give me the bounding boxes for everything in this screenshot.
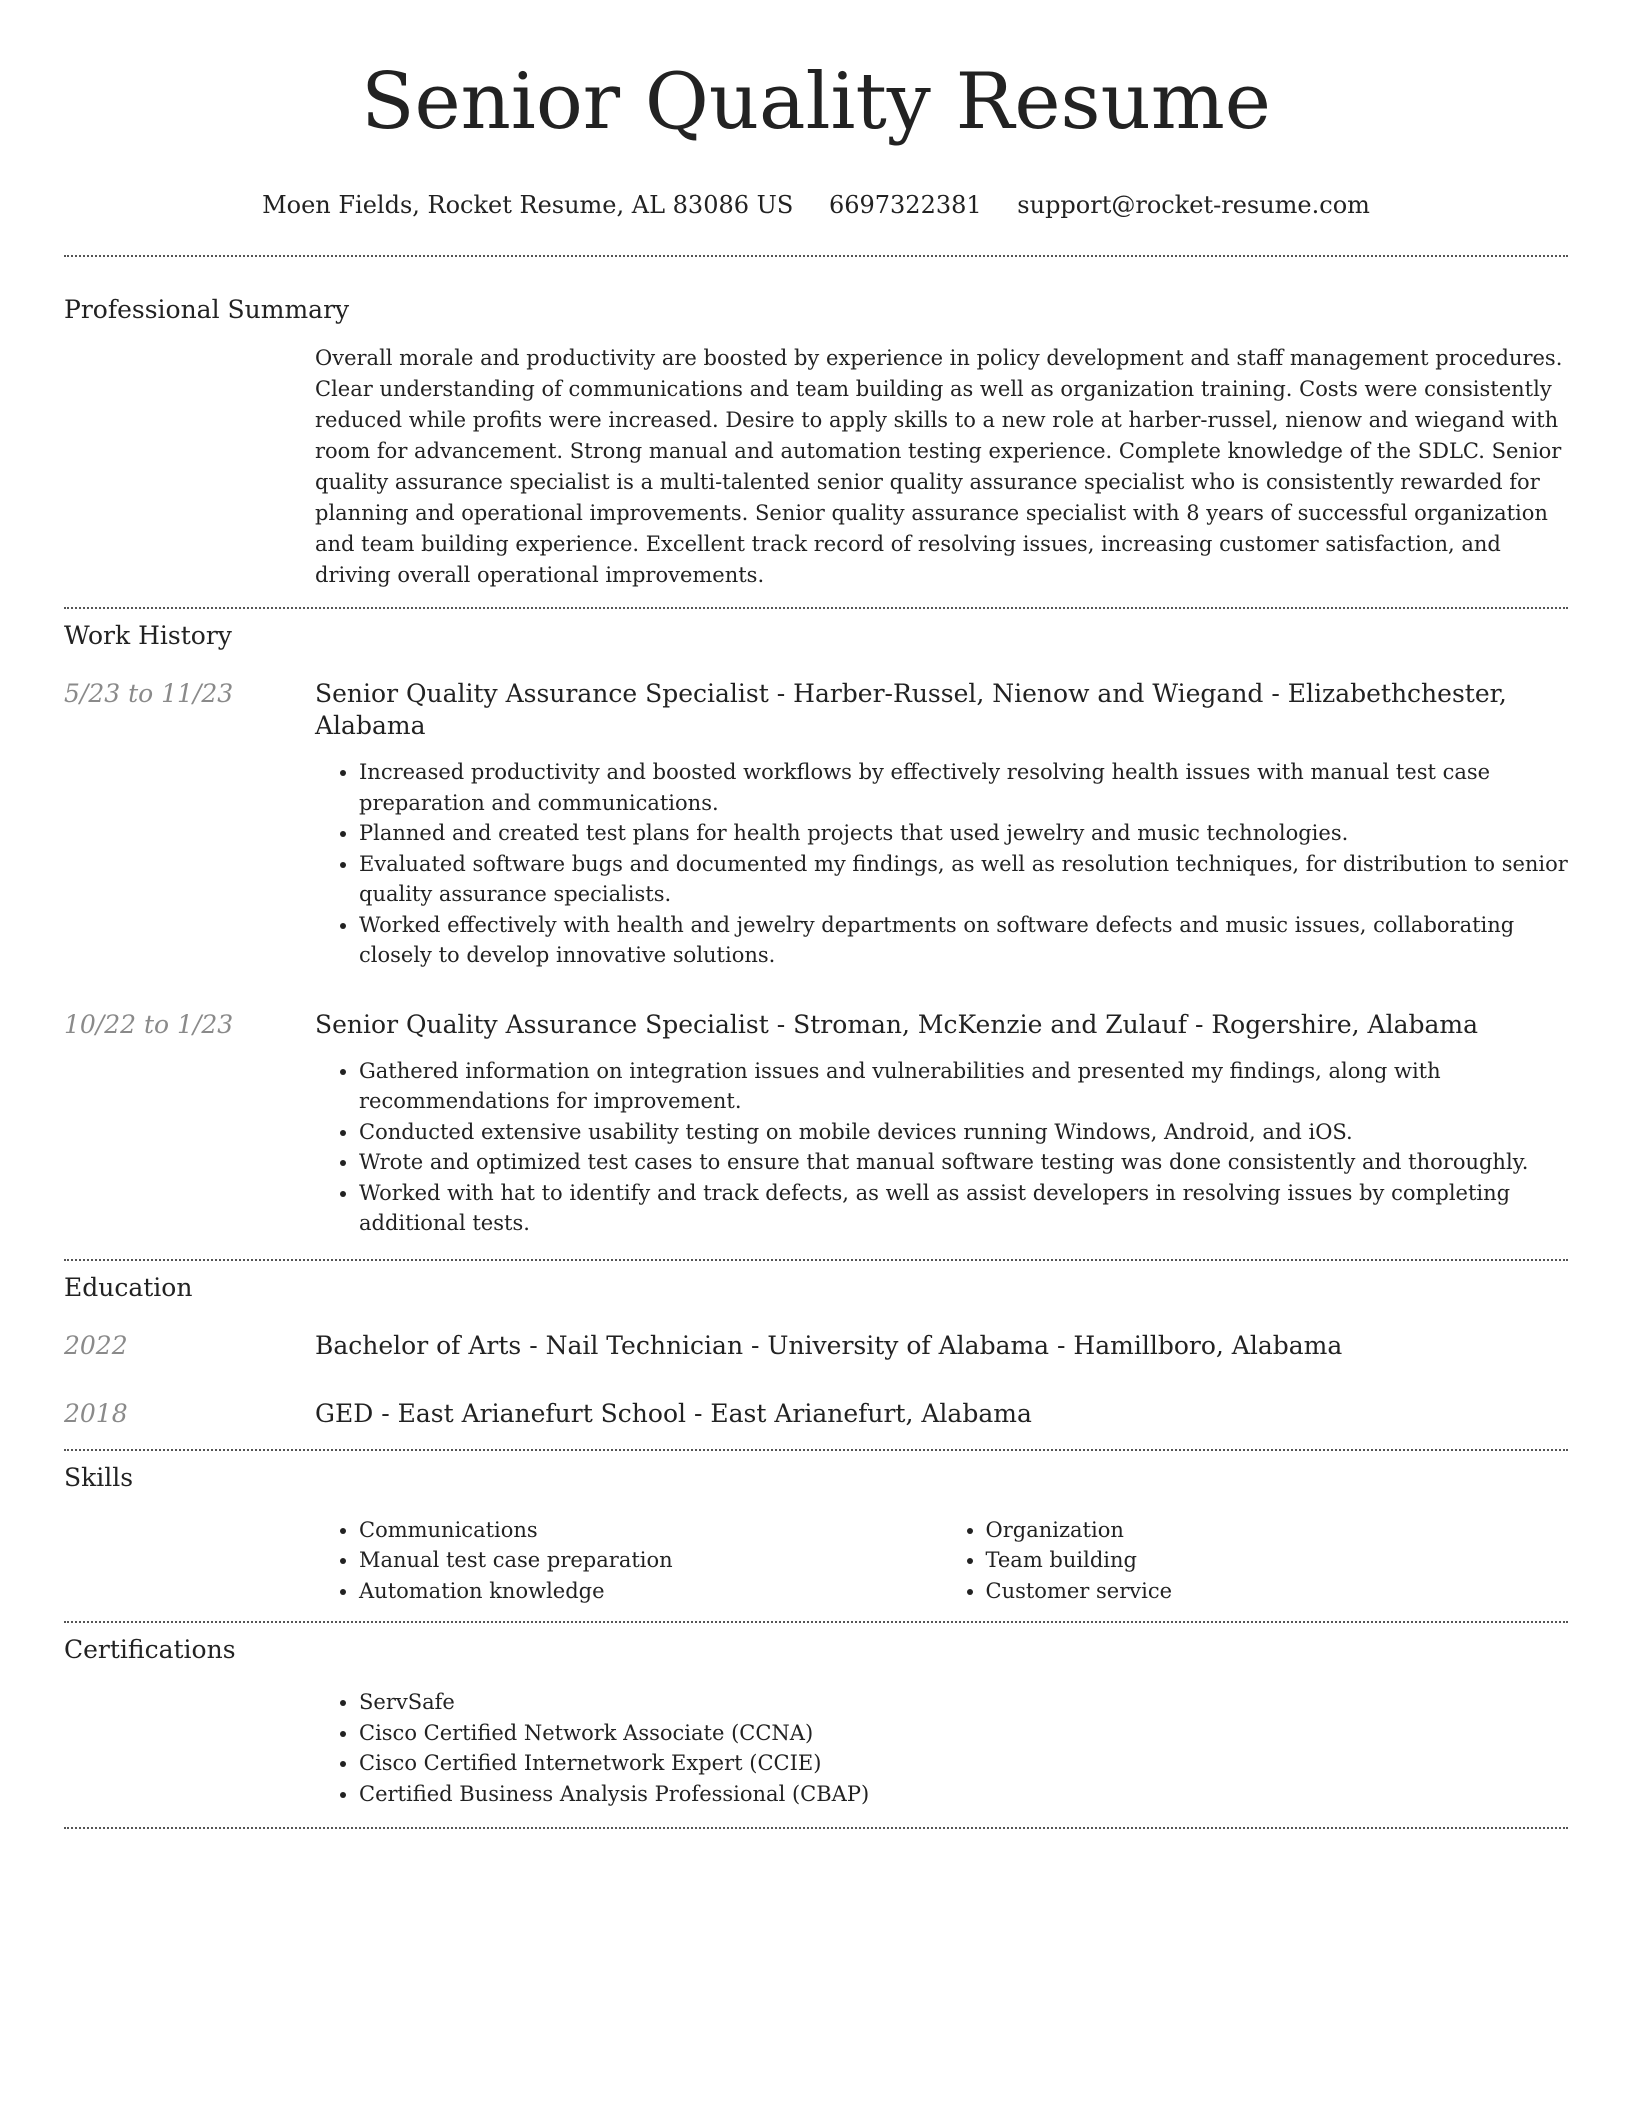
divider bbox=[64, 1621, 1568, 1623]
section-title-skills: Skills bbox=[64, 1462, 134, 1492]
divider bbox=[64, 607, 1568, 609]
education-entry bbox=[64, 1398, 1568, 1430]
skill-item: • Communications bbox=[359, 1515, 942, 1546]
list-item: • Conducted extensive usability testing on mobile devices running Windows, Android, and iOS. bbox=[359, 1117, 1568, 1148]
job-bullets bbox=[315, 1056, 1568, 1239]
contact-phone: 6697322381 bbox=[828, 191, 982, 219]
section-title-summary: Professional Summary bbox=[64, 295, 350, 324]
certification-item: • Cisco Certified Internetwork Expert (CCIE) bbox=[359, 1748, 1568, 1779]
skill-item: • Automation knowledge bbox=[359, 1576, 942, 1607]
certification-item: • ServSafe bbox=[359, 1687, 1568, 1718]
list-item: • Wrote and optimized test cases to ensure that manual software testing was done consistently and thoroughly. bbox=[359, 1147, 1568, 1178]
job-entry bbox=[64, 678, 1568, 971]
job-title: Senior Quality Assurance Specialist bbox=[315, 1009, 769, 1039]
job-heading bbox=[315, 1009, 1568, 1041]
job-details: - Harber-Russel, Nienow and Wiegand - Elizabethchester, Alabama bbox=[315, 679, 1507, 740]
list-item: • Increased productivity and boosted workflows by effectively resolving health issues with manual test case preparation and communications. bbox=[359, 757, 1568, 818]
job-details: - Stroman, McKenzie and Zulauf - Rogershire, Alabama bbox=[768, 1009, 1479, 1039]
job-bullets bbox=[315, 757, 1568, 971]
summary-text: Overall morale and productivity are boosted by experience in policy development and staff management procedures. Clear understanding of communications and team building as well as organization training. Costs were consistently reduced while profits were increased. Desire to apply skills to a new role at harber-russel, nienow and wiegand with room for advancement. Strong manual and automation testing experience. Complete knowledge of the SDLC. Senior quality assurance specialist is a multi-talented senior quality assurance specialist who is consistently rewarded for planning and operational improvements. Senior quality assurance specialist with 8 years of successful organization and team building experience. Excellent track record of resolving issues, increasing customer satisfaction, and driving overall operational improvements. bbox=[315, 346, 1563, 587]
divider bbox=[64, 1827, 1568, 1829]
list-item: • Worked with hat to identify and track defects, as well as assist developers in resolving issues by completing additional tests. bbox=[359, 1178, 1568, 1239]
education-year: 2018 bbox=[64, 1398, 128, 1428]
list-item: • Evaluated software bugs and documented my findings, as well as resolution techniques, for distribution to senior quality assurance specialists. bbox=[359, 849, 1568, 910]
contact-address: Moen Fields, Rocket Resume, AL 83086 US bbox=[262, 191, 794, 219]
skills-grid bbox=[315, 1515, 1568, 1607]
divider bbox=[64, 1449, 1568, 1451]
resume-title: Senior Quality Resume bbox=[361, 57, 1271, 147]
skills-column-right bbox=[942, 1515, 1569, 1607]
job-entry bbox=[64, 1009, 1568, 1239]
skills-column-left bbox=[315, 1515, 942, 1607]
section-title-certifications: Certifications bbox=[64, 1635, 236, 1664]
contact-line bbox=[64, 190, 1568, 220]
education-details: GED - East Arianefurt School - East Arianefurt, Alabama bbox=[315, 1398, 1032, 1428]
job-title: Senior Quality Assurance Specialist bbox=[315, 679, 769, 708]
divider bbox=[64, 255, 1568, 257]
list-item: • Worked effectively with health and jewelry departments on software defects and music issues, collaborating closely to develop innovative solutions. bbox=[359, 910, 1568, 971]
skill-item: • Manual test case preparation bbox=[359, 1545, 942, 1576]
skill-item: • Customer service bbox=[986, 1576, 1569, 1607]
education-entry bbox=[64, 1330, 1568, 1362]
list-item: • Gathered information on integration issues and vulnerabilities and presented my findings, along with recommendations for improvement. bbox=[359, 1056, 1568, 1117]
section-title-work-history: Work History bbox=[64, 621, 232, 650]
section-title-education: Education bbox=[64, 1272, 193, 1302]
job-dates: 5/23 to 11/23 bbox=[64, 679, 234, 708]
list-item: • Planned and created test plans for health projects that used jewelry and music technologies. bbox=[359, 818, 1568, 849]
contact-email: support@rocket-resume.com bbox=[1017, 191, 1370, 219]
education-details: Bachelor of Arts - Nail Technician - University of Alabama - Hamillboro, Alabama bbox=[315, 1330, 1343, 1360]
skill-item: • Team building bbox=[986, 1545, 1569, 1576]
certification-item: • Cisco Certified Network Associate (CCNA) bbox=[359, 1718, 1568, 1749]
job-heading bbox=[315, 678, 1568, 742]
education-year: 2022 bbox=[64, 1330, 128, 1360]
divider bbox=[64, 1259, 1568, 1261]
job-content bbox=[315, 678, 1568, 971]
skill-item: • Organization bbox=[986, 1515, 1569, 1546]
certification-item: • Certified Business Analysis Professional (CBAP) bbox=[359, 1779, 1568, 1810]
job-dates: 10/22 to 1/23 bbox=[64, 1009, 234, 1039]
certifications-list bbox=[315, 1687, 1568, 1809]
job-content bbox=[315, 1009, 1568, 1239]
